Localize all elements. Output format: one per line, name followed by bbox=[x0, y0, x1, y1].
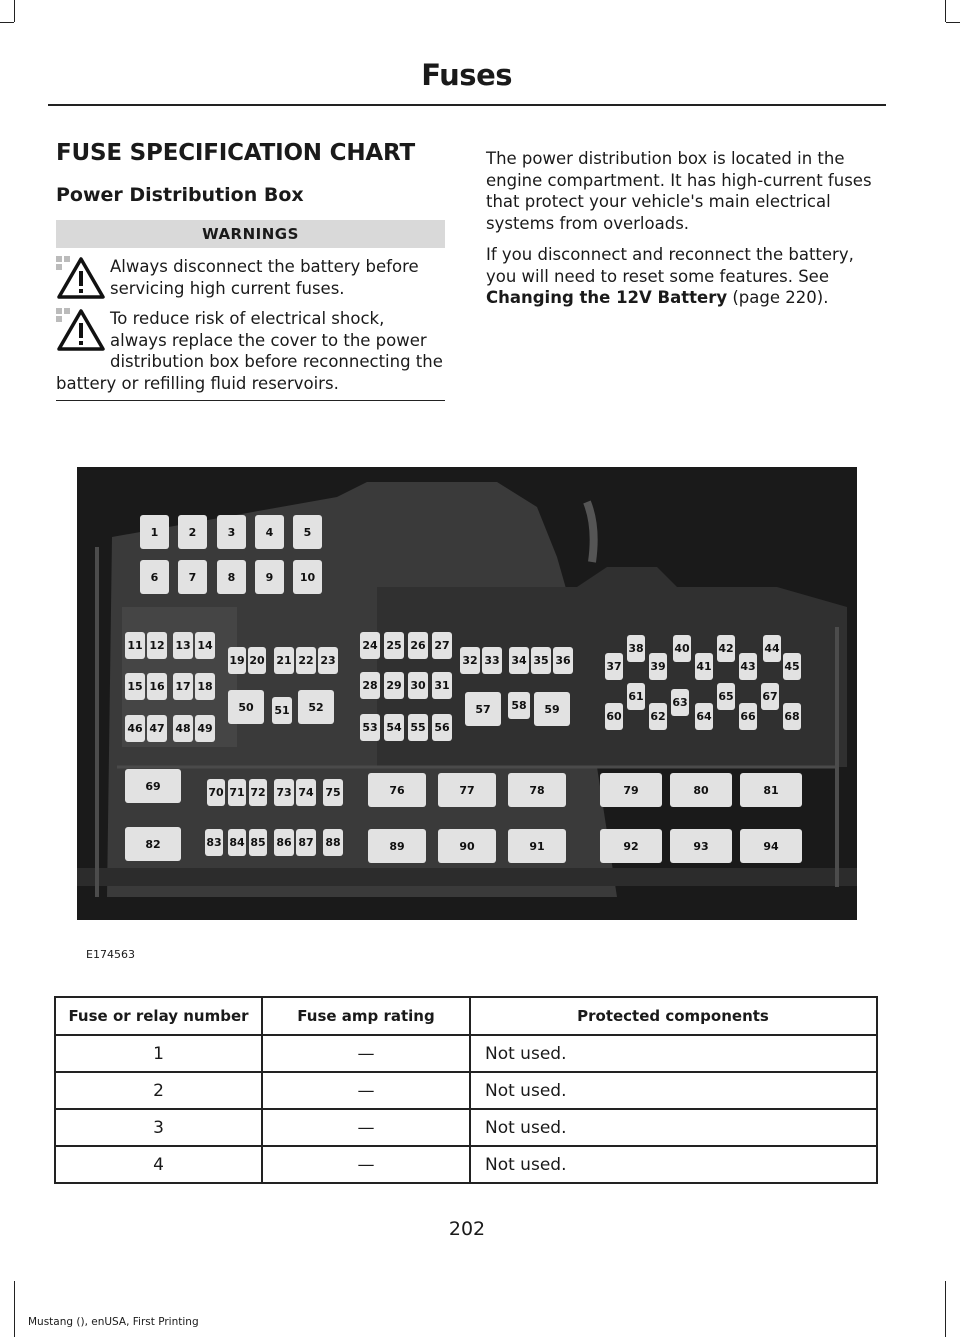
fuse-slot-10: 10 bbox=[293, 560, 322, 594]
fuse-slot-45: 45 bbox=[783, 653, 801, 680]
fuse-slot-39: 39 bbox=[649, 653, 667, 680]
fuse-slot-89: 89 bbox=[368, 829, 426, 863]
fuse-slot-68: 68 bbox=[783, 703, 801, 730]
fuse-slot-11: 11 bbox=[125, 632, 145, 659]
fuse-slot-22: 22 bbox=[296, 647, 316, 674]
fuse-slot-33: 33 bbox=[482, 647, 502, 674]
fuse-slot-16: 16 bbox=[147, 673, 167, 700]
fuse-slot-69: 69 bbox=[125, 769, 181, 803]
fuse-slot-8: 8 bbox=[217, 560, 246, 594]
header-rule bbox=[48, 104, 886, 106]
fuse-slot-4: 4 bbox=[255, 515, 284, 549]
fuse-slot-77: 77 bbox=[438, 773, 496, 807]
fuse-slot-51: 51 bbox=[272, 697, 292, 724]
fuse-slot-19: 19 bbox=[228, 647, 246, 674]
fuse-slot-17: 17 bbox=[173, 673, 193, 700]
fuse-slot-38: 38 bbox=[627, 635, 645, 662]
fuse-number-cell: 4 bbox=[55, 1146, 262, 1183]
amp-rating-cell: — bbox=[262, 1146, 470, 1183]
crop-mark bbox=[14, 0, 15, 22]
fuse-slot-83: 83 bbox=[205, 829, 223, 856]
fuse-slot-14: 14 bbox=[195, 632, 215, 659]
amp-rating-cell: — bbox=[262, 1109, 470, 1146]
fuse-number-cell: 1 bbox=[55, 1035, 262, 1072]
fuse-box-diagram bbox=[77, 467, 857, 920]
crop-mark bbox=[945, 0, 946, 22]
warning-triangle-icon bbox=[56, 256, 106, 300]
fuse-slot-88: 88 bbox=[323, 829, 343, 856]
fuse-slot-24: 24 bbox=[360, 632, 380, 659]
fuse-slot-92: 92 bbox=[600, 829, 662, 863]
fuse-slot-20: 20 bbox=[248, 647, 266, 674]
column-header: Fuse amp rating bbox=[262, 997, 470, 1035]
fuse-slot-94: 94 bbox=[740, 829, 802, 863]
fuse-slot-85: 85 bbox=[249, 829, 267, 856]
left-column bbox=[56, 140, 445, 401]
component-cell: Not used. bbox=[470, 1072, 877, 1109]
fuse-slot-42: 42 bbox=[717, 635, 735, 662]
fuse-slot-59: 59 bbox=[534, 692, 570, 726]
fuse-slot-44: 44 bbox=[763, 635, 781, 662]
fuse-slot-75: 75 bbox=[323, 779, 343, 806]
cross-reference-link[interactable]: Changing the 12V Battery bbox=[486, 288, 728, 307]
paragraph: The power distribution box is located in the engine compartment. It has high-current fuses that protect your vehicle's main electrical systems from overloads. bbox=[486, 149, 872, 233]
fuse-slot-28: 28 bbox=[360, 672, 380, 699]
fuse-slot-78: 78 bbox=[508, 773, 566, 807]
fuse-slot-49: 49 bbox=[195, 715, 215, 742]
fuse-slot-87: 87 bbox=[296, 829, 316, 856]
column-header: Fuse or relay number bbox=[55, 997, 262, 1035]
fuse-slot-70: 70 bbox=[207, 779, 225, 806]
fuse-slot-29: 29 bbox=[384, 672, 404, 699]
fuse-slot-7: 7 bbox=[178, 560, 207, 594]
warning-triangle-icon bbox=[56, 308, 106, 352]
warnings-header: WARNINGS bbox=[56, 220, 445, 248]
fuse-slot-72: 72 bbox=[249, 779, 267, 806]
fuse-slot-66: 66 bbox=[739, 703, 757, 730]
fuse-slot-32: 32 bbox=[460, 647, 480, 674]
fuse-slot-93: 93 bbox=[670, 829, 732, 863]
fuse-slot-31: 31 bbox=[432, 672, 452, 699]
fuse-slot-27: 27 bbox=[432, 632, 452, 659]
fuse-slot-53: 53 bbox=[360, 714, 380, 741]
warning-item bbox=[56, 256, 445, 300]
fuse-slot-21: 21 bbox=[274, 647, 294, 674]
fuse-slot-56: 56 bbox=[432, 714, 452, 741]
fuse-slot-52: 52 bbox=[298, 690, 334, 724]
fuse-slot-65: 65 bbox=[717, 683, 735, 710]
fuse-slot-1: 1 bbox=[140, 515, 169, 549]
column-header: Protected components bbox=[470, 997, 877, 1035]
fuse-slot-40: 40 bbox=[673, 635, 691, 662]
table-header-row bbox=[55, 997, 877, 1035]
fuse-slot-74: 74 bbox=[296, 779, 316, 806]
fuse-slot-34: 34 bbox=[509, 647, 529, 674]
component-cell: Not used. bbox=[470, 1035, 877, 1072]
fuse-slot-61: 61 bbox=[627, 683, 645, 710]
fuse-slot-54: 54 bbox=[384, 714, 404, 741]
fuse-slot-91: 91 bbox=[508, 829, 566, 863]
table-row bbox=[55, 1146, 877, 1183]
fuse-slot-37: 37 bbox=[605, 653, 623, 680]
fuse-slot-55: 55 bbox=[408, 714, 428, 741]
fuse-slot-35: 35 bbox=[531, 647, 551, 674]
fuse-slot-6: 6 bbox=[140, 560, 169, 594]
fuse-slot-73: 73 bbox=[274, 779, 294, 806]
fuse-slot-15: 15 bbox=[125, 673, 145, 700]
fuse-slot-48: 48 bbox=[173, 715, 193, 742]
fuse-slot-9: 9 bbox=[255, 560, 284, 594]
table-row bbox=[55, 1109, 877, 1146]
fuse-slot-26: 26 bbox=[408, 632, 428, 659]
paragraph-text: If you disconnect and reconnect the battery, you will need to reset some features. See bbox=[486, 245, 854, 286]
paragraph bbox=[486, 244, 886, 309]
fuse-slot-3: 3 bbox=[217, 515, 246, 549]
fuse-slot-50: 50 bbox=[228, 690, 264, 724]
fuse-slot-80: 80 bbox=[670, 773, 732, 807]
fuse-slot-36: 36 bbox=[553, 647, 573, 674]
section-subheading: Power Distribution Box bbox=[56, 184, 304, 206]
fuse-slot-62: 62 bbox=[649, 703, 667, 730]
fuse-slot-81: 81 bbox=[740, 773, 802, 807]
warning-text: Always disconnect the battery before servicing high current fuses. bbox=[110, 257, 419, 298]
fuse-slot-76: 76 bbox=[368, 773, 426, 807]
fuse-slot-12: 12 bbox=[147, 632, 167, 659]
amp-rating-cell: — bbox=[262, 1035, 470, 1072]
page-header-title: Fuses bbox=[421, 58, 512, 92]
component-cell: Not used. bbox=[470, 1146, 877, 1183]
fuse-number-cell: 3 bbox=[55, 1109, 262, 1146]
fuse-slot-13: 13 bbox=[173, 632, 193, 659]
fuse-slot-64: 64 bbox=[695, 703, 713, 730]
crop-mark bbox=[945, 1281, 946, 1337]
fuse-slot-58: 58 bbox=[508, 692, 530, 719]
fuse-slot-23: 23 bbox=[318, 647, 338, 674]
fuse-slot-86: 86 bbox=[274, 829, 294, 856]
fuse-slot-18: 18 bbox=[195, 673, 215, 700]
footer-text: Mustang (), enUSA, First Printing bbox=[28, 1316, 199, 1328]
fuse-slot-60: 60 bbox=[605, 703, 623, 730]
table-row bbox=[55, 1035, 877, 1072]
warning-text: To reduce risk of electrical shock, always replace the cover to the power distribution box before reconnecting the battery or refilling fluid reservoirs. bbox=[56, 309, 443, 393]
amp-rating-cell: — bbox=[262, 1072, 470, 1109]
fuse-slot-43: 43 bbox=[739, 653, 757, 680]
crop-mark bbox=[0, 22, 14, 23]
warning-item bbox=[56, 308, 445, 401]
fuse-slot-25: 25 bbox=[384, 632, 404, 659]
crop-mark bbox=[946, 22, 960, 23]
section-heading: FUSE SPECIFICATION CHART bbox=[56, 140, 415, 166]
fuse-slot-84: 84 bbox=[228, 829, 246, 856]
fuse-specification-table bbox=[54, 996, 878, 1184]
fuse-slot-2: 2 bbox=[178, 515, 207, 549]
fuse-slot-63: 63 bbox=[671, 689, 689, 716]
fuse-slot-82: 82 bbox=[125, 827, 181, 861]
fuse-slot-30: 30 bbox=[408, 672, 428, 699]
fuse-slot-47: 47 bbox=[147, 715, 167, 742]
page-number: 202 bbox=[448, 1218, 486, 1240]
page-reference: (page 220). bbox=[727, 288, 829, 307]
fuse-slot-41: 41 bbox=[695, 653, 713, 680]
component-cell: Not used. bbox=[470, 1109, 877, 1146]
crop-mark bbox=[14, 1281, 15, 1337]
fuse-slot-67: 67 bbox=[761, 683, 779, 710]
figure-label: E174563 bbox=[86, 948, 135, 961]
table-row bbox=[55, 1072, 877, 1109]
fuse-slot-90: 90 bbox=[438, 829, 496, 863]
fuse-slot-57: 57 bbox=[465, 692, 501, 726]
right-column bbox=[486, 148, 886, 319]
fuse-number-cell: 2 bbox=[55, 1072, 262, 1109]
fuse-slot-46: 46 bbox=[125, 715, 145, 742]
fuse-slot-5: 5 bbox=[293, 515, 322, 549]
fuse-slot-71: 71 bbox=[228, 779, 246, 806]
fuse-slot-79: 79 bbox=[600, 773, 662, 807]
